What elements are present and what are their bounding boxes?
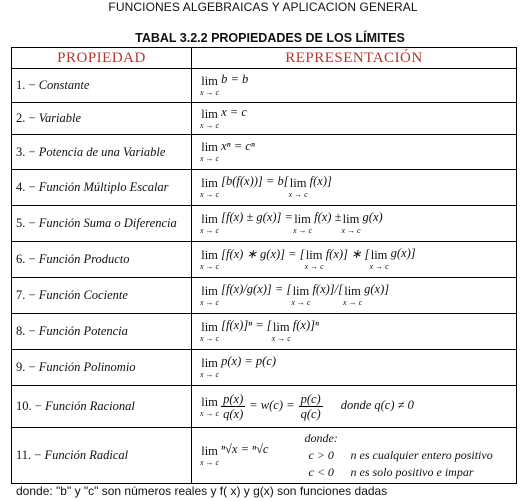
condition-note: donde q(c) ≠ 0 (340, 398, 414, 413)
table-row (12, 428, 517, 484)
formula-text: [f(x) ∗ g(x)] = [ (221, 246, 305, 261)
limit-operator (200, 396, 219, 418)
limit-label: lim (344, 283, 361, 298)
formula-text: x = c (221, 105, 247, 119)
table-body (12, 69, 517, 484)
representation-cell (192, 314, 517, 350)
formula-text: f(x) ± (314, 210, 342, 224)
footer-note: donde: "b" y "c" son números reales y f( x) y g(x) son funciones dadas (16, 484, 388, 498)
limit-operator (200, 249, 219, 271)
limits-properties-table (11, 47, 517, 484)
limit-subscript: x → c (200, 297, 220, 307)
property-name-cell (12, 428, 192, 484)
formula-text: [f(x)]ⁿ = [ (221, 318, 272, 332)
formula-text: g(x)] (390, 246, 416, 260)
table-row (12, 206, 517, 242)
fraction-denominator: q(c) (300, 407, 321, 421)
limit-operator (305, 249, 324, 271)
formula-text: f(x)]ⁿ (292, 318, 319, 332)
limit-label: lim (201, 394, 218, 409)
column-header-property: PROPIEDAD (12, 48, 192, 69)
property-number: 9. − (16, 360, 36, 374)
property-name: Función Cociente (38, 288, 128, 302)
limit-subscript: x → c (369, 261, 389, 271)
property-number: 11. − (16, 448, 42, 462)
property-name: Potencia de una Variable (38, 144, 166, 159)
limit-operator (200, 141, 219, 163)
limit-operator (293, 213, 312, 235)
formula-text: f(x)] ∗ [ (325, 246, 370, 261)
condition-cases (275, 430, 493, 481)
limit-label: lim (305, 247, 323, 262)
property-number: 4. − (16, 180, 36, 194)
limit-operator (341, 213, 360, 235)
limit-label: lim (201, 355, 218, 370)
property-name: Variable (38, 111, 82, 125)
property-name-cell (12, 135, 192, 170)
limit-operator (289, 177, 308, 199)
limit-label: lim (201, 283, 218, 298)
limit-label: lim (272, 319, 290, 334)
formula-text: [f(x) ± g(x)] = (221, 210, 293, 224)
property-name-cell (12, 386, 192, 428)
formula-text: [f(x)/g(x)] = [ (221, 282, 292, 296)
fraction (221, 392, 245, 421)
formula-text: xⁿ = cⁿ (221, 138, 255, 153)
formula-text: = w(c) = (249, 398, 295, 413)
property-name: Función Polinomio (38, 360, 136, 374)
representation-cell (192, 170, 517, 206)
limit-subscript: x → c (291, 297, 311, 307)
fraction (299, 392, 323, 421)
limit-operator (200, 285, 219, 307)
case-line (275, 464, 493, 481)
property-number: 8. − (16, 324, 36, 338)
limit-label: lim (294, 211, 311, 226)
fraction-numerator: p(c) (300, 392, 321, 406)
property-number: 10. − (16, 399, 42, 413)
property-name-cell (12, 170, 192, 206)
property-name: Función Suma o Diferencia (38, 216, 177, 230)
limit-subscript: x → c (200, 457, 220, 467)
limit-subscript: x → c (200, 225, 220, 235)
property-name-cell (12, 278, 192, 314)
property-number: 2. − (16, 111, 36, 125)
table-row (12, 170, 517, 206)
limit-operator (200, 213, 219, 235)
limit-subscript: x → c (304, 261, 324, 271)
limit-operator (200, 321, 219, 343)
representation-cell (192, 103, 517, 135)
property-name: Función Producto (38, 252, 130, 266)
limit-subscript: x → c (271, 333, 291, 343)
limit-operator (370, 249, 389, 271)
limit-subscript: x → c (343, 297, 363, 307)
limit-operator (200, 108, 219, 130)
representation-cell (192, 69, 517, 103)
table-caption: TABAL 3.2.2 PROPIEDADES DE LOS LÍMITES (135, 31, 405, 45)
formula-text: f(x)] (309, 174, 332, 188)
case-text: n es cualquier entero positivo (350, 448, 493, 462)
property-number: 6. − (16, 252, 36, 266)
property-name-cell (12, 206, 192, 242)
limit-label: lim (201, 140, 218, 154)
cases-title: donde: (304, 431, 338, 445)
formula-text: f(x)]/[ (312, 282, 344, 296)
table-row (12, 103, 517, 135)
limit-subscript: x → c (200, 369, 220, 379)
table-row (12, 135, 517, 170)
property-name-cell (12, 69, 192, 103)
limit-label: lim (201, 247, 218, 262)
limit-subscript: x → c (200, 189, 220, 199)
property-name-cell (12, 242, 192, 278)
formula-text: [b(f(x))] = b[ (221, 174, 289, 188)
limit-label: lim (201, 319, 218, 334)
table-row (12, 242, 517, 278)
limit-operator (200, 445, 219, 467)
table-row (12, 278, 517, 314)
representation-cell (192, 428, 517, 484)
property-number: 5. − (16, 216, 36, 230)
property-name: Función Radical (44, 448, 129, 462)
limit-operator (200, 177, 219, 199)
limit-subscript: x → c (200, 87, 220, 97)
property-name: Constante (38, 78, 90, 92)
property-name: Función Múltiplo Escalar (38, 180, 169, 194)
table-row (12, 314, 517, 350)
fraction-numerator: p(x) (223, 392, 244, 406)
property-name-cell (12, 350, 192, 386)
table-row (12, 350, 517, 386)
limit-subscript: x → c (200, 154, 220, 163)
property-name-cell (12, 314, 192, 350)
representation-cell (192, 350, 517, 386)
limit-operator (272, 321, 291, 343)
property-number: 1. − (16, 78, 36, 92)
limit-label: lim (201, 73, 218, 88)
case-text: n es solo positivo e impar (350, 465, 474, 479)
limit-subscript: x → c (200, 120, 220, 130)
formula-text: ⁿ√x = ⁿ√c (221, 442, 269, 456)
table-row (12, 69, 517, 103)
representation-cell (192, 135, 517, 170)
fraction-denominator: q(x) (223, 407, 244, 421)
limit-subscript: x → c (200, 261, 220, 271)
limit-label: lim (201, 443, 218, 458)
representation-cell (192, 242, 517, 278)
limit-subscript: x → c (292, 225, 313, 235)
formula-text: g(x)] (364, 282, 390, 296)
limit-operator (200, 75, 219, 97)
page-header: FUNCIONES ALGEBRAICAS Y APLICACION GENERAL (108, 0, 418, 14)
property-number: 3. − (16, 144, 36, 159)
formula-text: b = b (221, 72, 249, 86)
limit-subscript: x → c (200, 408, 220, 418)
limit-label: lim (342, 211, 360, 226)
formula-text: p(x) = p(c) (221, 354, 277, 368)
limit-operator (343, 285, 362, 307)
limit-label: lim (292, 283, 310, 298)
property-name-cell (12, 103, 192, 135)
representation-cell (192, 206, 517, 242)
limit-label: lim (201, 211, 218, 226)
limit-operator (200, 357, 219, 379)
limit-subscript: x → c (288, 189, 308, 199)
limit-label: lim (370, 247, 388, 262)
case-line (275, 447, 493, 464)
limit-subscript: x → c (200, 333, 220, 343)
formula-text: g(x) (362, 210, 383, 224)
property-number: 7. − (16, 288, 36, 302)
table-row (12, 386, 517, 428)
limit-label: lim (289, 175, 307, 190)
limit-label: lim (201, 106, 218, 121)
property-name: Función Racional (44, 399, 135, 413)
representation-cell (192, 278, 517, 314)
limit-operator (291, 285, 310, 307)
limit-subscript: x → c (341, 225, 361, 235)
column-header-representation: REPRESENTACIÓN (192, 48, 517, 69)
case-condition: c < 0 (308, 465, 334, 479)
limit-label: lim (201, 175, 218, 190)
case-condition: c > 0 (308, 448, 334, 462)
table-header-row (12, 48, 517, 69)
representation-cell (192, 386, 517, 428)
property-name: Función Potencia (38, 324, 128, 338)
